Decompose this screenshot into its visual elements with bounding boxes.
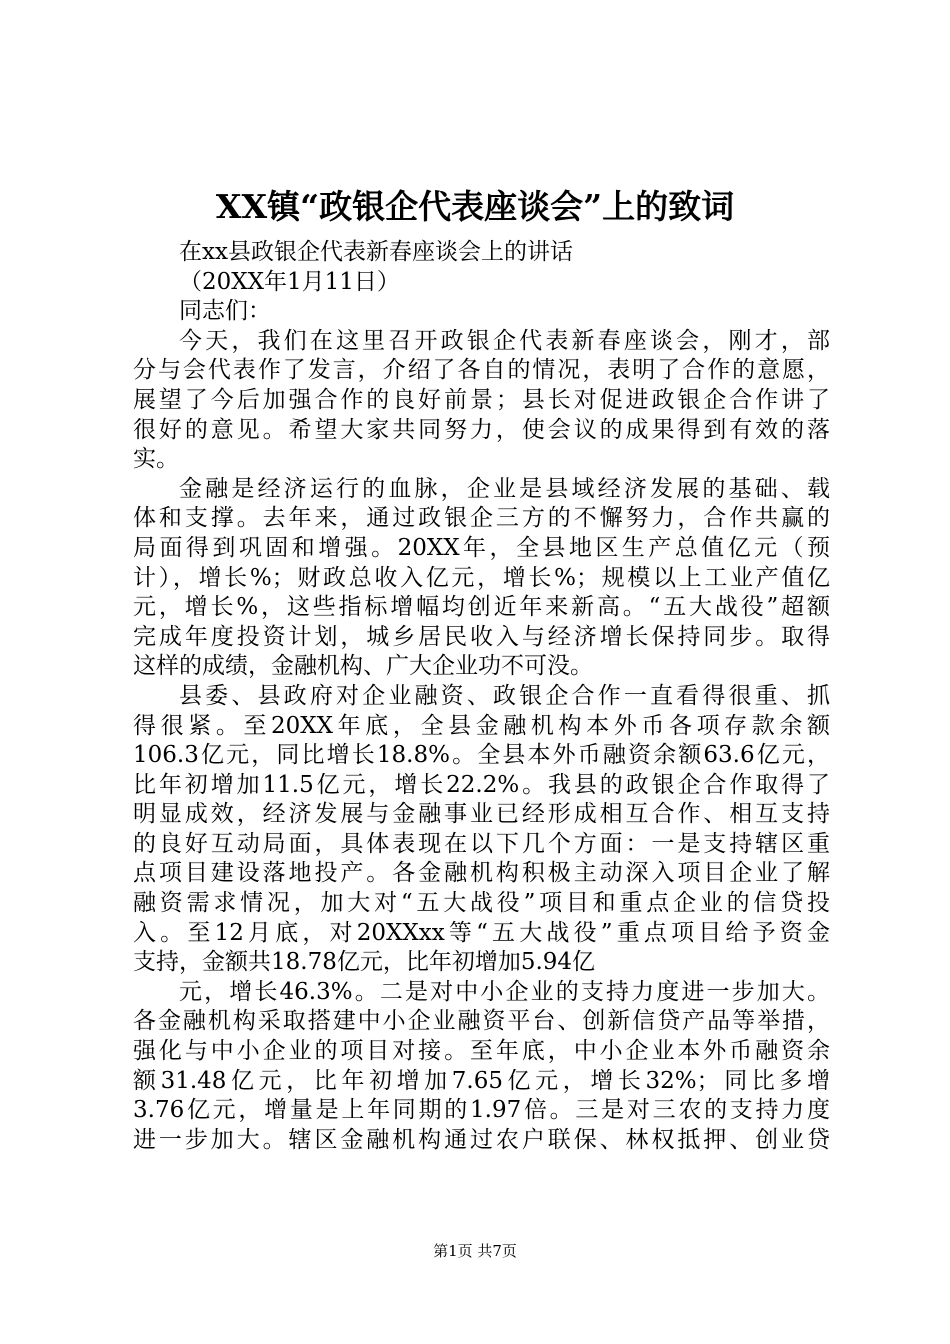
text-line: 额31.48亿元，比年初增加7.65亿元，增长32%；同比多增	[133, 1067, 830, 1094]
text-line: 强化与中小企业的项目对接。至年底，中小企业本外币融资余	[133, 1038, 830, 1065]
text-line: 元，增长%，这些指标增幅均创近年来新高。“五大战役”超额	[133, 594, 830, 621]
speech-date: （20XX年1月11日）	[179, 268, 400, 295]
text-line: 进一步加大。辖区金融机构通过农户联保、林权抵押、创业贷	[133, 1126, 830, 1153]
text-line: 这样的成绩，金融机构、广大企业功不可没。	[133, 653, 593, 680]
text-line: 支持，金额共18.78亿元，比年初增加5.94亿	[133, 949, 596, 976]
text-line: 各金融机构采取搭建中小企业融资平台、创新信贷产品等举措，	[133, 1008, 830, 1035]
document-body	[133, 238, 853, 1155]
text-line: 入。至12月底，对20XXxx等“五大战役”重点项目给予资金	[133, 919, 830, 946]
text-line: 实。	[133, 446, 179, 473]
text-line: 完成年度投资计划，城乡居民收入与经济增长保持同步。取得	[133, 623, 830, 650]
text-line: 106.3亿元，同比增长18.8%。全县本外币融资余额63.6亿元，	[133, 742, 830, 769]
text-line: 比年初增加11.5亿元，增长22.2%。我县的政银企合作取得了	[133, 771, 830, 798]
text-line: 计），增长%；财政总收入亿元，增长%；规模以上工业产值亿	[133, 564, 830, 591]
salutation: 同志们：	[179, 298, 271, 325]
text-line: 县委、县政府对企业融资、政银企合作一直看得很重、抓	[179, 682, 830, 709]
document-title: XX镇“政银企代表座谈会”上的致词	[215, 187, 735, 226]
text-line: 融资需求情况，加大对“五大战役”项目和重点企业的信贷投	[133, 890, 830, 917]
text-line: 金融是经济运行的血脉，企业是县域经济发展的基础、载	[179, 475, 830, 502]
text-line: 得很紧。至20XX年底，全县金融机构本外币各项存款余额	[133, 712, 830, 739]
text-line: 很好的意见。希望大家共同努力，使会议的成果得到有效的落	[133, 416, 830, 443]
text-line: 点项目建设落地投产。各金融机构积极主动深入项目企业了解	[133, 860, 830, 887]
text-line: 局面得到巩固和增强。20XX年，全县地区生产总值亿元（预	[133, 534, 830, 561]
text-line: 3.76亿元，增量是上年同期的1.97倍。三是对三农的支持力度	[133, 1097, 830, 1124]
text-line: 明显成效，经济发展与金融事业已经形成相互合作、相互支持	[133, 801, 830, 828]
text-line: 分与会代表作了发言，介绍了各自的情况，表明了合作的意愿，	[133, 357, 830, 384]
speech-subtitle: 在xx县政银企代表新春座谈会上的讲话	[179, 239, 573, 265]
text-line: 元，增长46.3%。二是对中小企业的支持力度进一步加大。	[179, 978, 830, 1005]
text-line: 体和支撑。去年来，通过政银企三方的不懈努力，合作共赢的	[133, 505, 830, 532]
text-line: 展望了今后加强合作的良好前景；县长对促进政银企合作讲了	[133, 386, 830, 413]
text-line: 今天，我们在这里召开政银企代表新春座谈会，刚才，部	[179, 327, 830, 354]
page-footer: 第1页 共7页	[433, 1242, 517, 1260]
text-line: 的良好互动局面，具体表现在以下几个方面：一是支持辖区重	[133, 830, 830, 857]
